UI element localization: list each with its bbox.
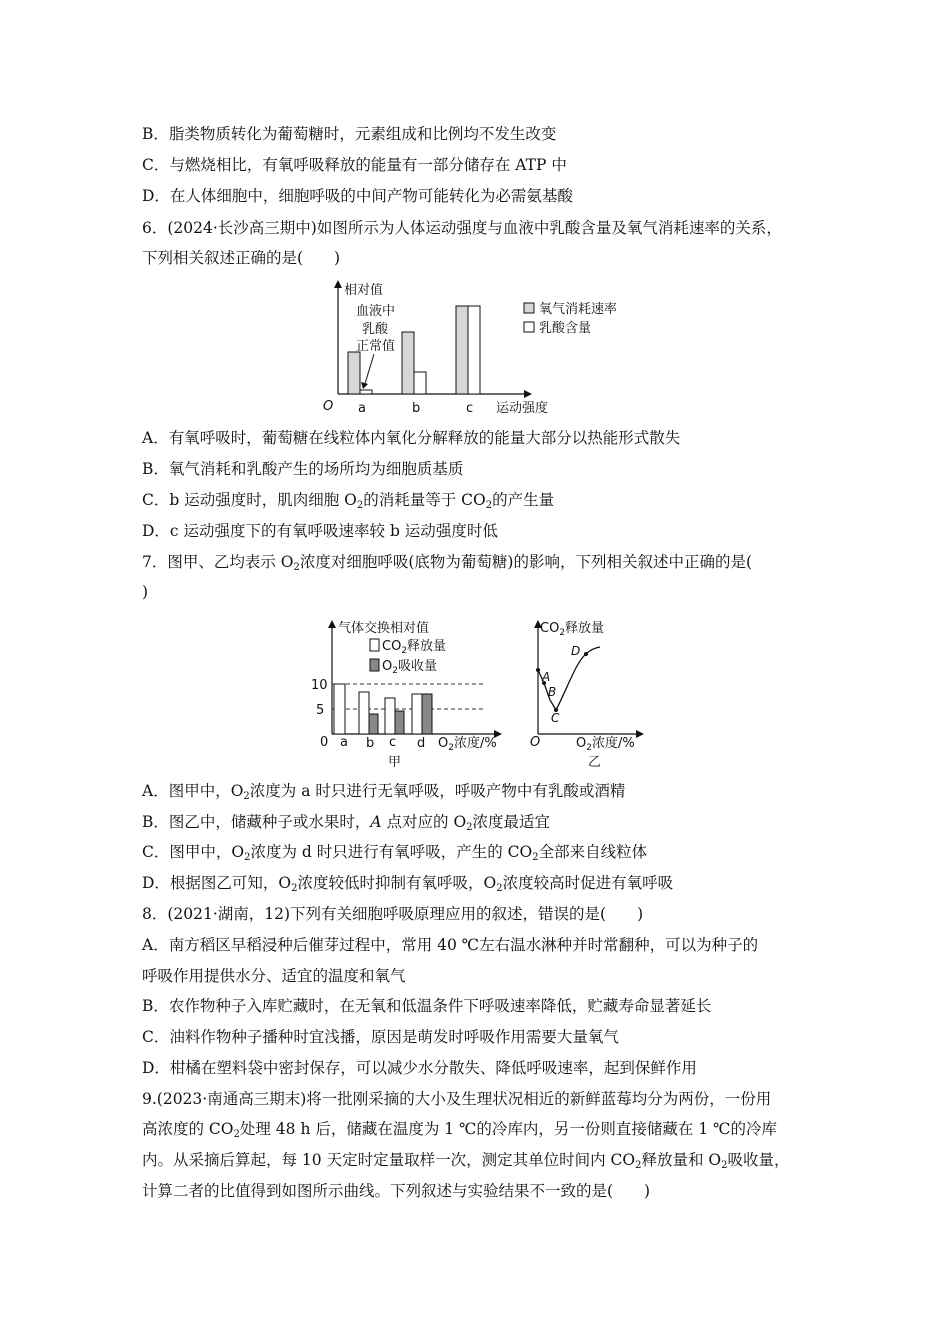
q8-option-b: B．农作物种子入库贮藏时，在无氧和低温条件下呼吸速率降低，贮藏寿命显著延长 [142,997,712,1015]
jia-legend-o2: $O_2$吸收量 [382,659,437,676]
jia-bar-b-o2 [369,714,378,734]
jia-bar-d-co2 [412,694,422,734]
jia-y-arrow [328,620,336,628]
q7-chart-jia [306,612,506,772]
jia-legend-o2-swatch [370,659,379,671]
q6-stem-line1: 6．(2024·长沙高三期中)如图所示为人体运动强度与血液中乳酸含量及氧气消耗速率的关系， [142,219,782,237]
yi-x-label: $O_2$浓度/% [576,736,635,753]
q9-stem-line2: 高浓度的 $CO_2$处理 48 h 后，储藏在温度为 1 ℃的冷库内，另一份则直接储藏在 1 ℃的冷库 [142,1120,777,1140]
yi-point-a-dot [536,668,540,672]
jia-y-label: 气体交换相对值 [338,621,430,636]
q8-stem: 8．(2021·湖南，12)下列有关细胞呼吸原理应用的叙述，错误的是( ) [142,905,644,923]
jia-tick-a: a [340,735,348,750]
q7-option-b: B．图乙中，储藏种子或水果时，A 点对应的 $O_2$浓度最适宜 [142,813,551,833]
q6-legend-lactic: 乳酸含量 [539,321,592,336]
jia-x-label: $O_2$浓度/% [438,736,497,753]
q5-option-c: C．与燃烧相比，有氧呼吸释放的能量有一部分储存在 ATP 中 [142,156,567,174]
jia-tick-c: c [389,735,397,750]
q6-tick-b: b [412,401,421,416]
q6-tick-c: c [466,401,474,416]
q9-stem-line3: 内。从采摘后算起，每 10 天定时定量取样一次，测定其单位时间内 $CO_2$释放量和 $O_2$吸收量， [142,1151,790,1171]
q6-bar-b-o2 [402,332,414,394]
q6-option-b: B．氧气消耗和乳酸产生的场所均为细胞质基质 [142,460,464,478]
q6-option-d: D．c 运动强度下的有氧呼吸速率较 b 运动强度时低 [142,522,498,540]
q6-legend-o2-swatch [524,303,534,313]
jia-y-tick-10: 10 [311,678,328,693]
yi-caption: 乙 [588,755,602,770]
q6-origin: O [323,399,334,414]
q6-annotation-1: 血液中 [356,304,396,319]
q7-stem-line2: ) [142,583,149,601]
q6-option-a: A．有氧呼吸时，葡萄糖在线粒体内氧化分解释放的能量大部分以热能形式散失 [142,429,681,447]
yi-point-a: A [542,670,551,684]
q5-option-d: D．在人体细胞中，细胞呼吸的中间产物可能转化为必需氨基酸 [142,187,573,205]
q6-stem-line2: 下列相关叙述正确的是( ) [142,249,341,267]
q6-y-arrow [334,280,342,288]
yi-point-d-dot [584,652,588,656]
q9-stem-line1: 9.(2023·南通高三期末)将一批刚采摘的大小及生理状况相近的新鲜蓝莓均分为两份，一份用 [142,1090,772,1108]
q6-y-label: 相对值 [344,283,384,298]
q8-option-a-line2: 呼吸作用提供水分、适宜的温度和氧气 [142,967,406,985]
yi-origin: O [530,735,541,750]
q6-x-label: 运动强度 [496,401,549,416]
q7-option-a: A．图甲中，$O_2$浓度为 a 时只进行无氧呼吸，呼吸产物中有乳酸或酒精 [142,782,626,802]
jia-bar-d-o2 [422,694,432,734]
q5-option-b: B．脂类物质转化为葡萄糖时，元素组成和比例均不发生改变 [142,125,557,143]
q7-stem-line1: 7．图甲、乙均表示 $O_2$浓度对细胞呼吸(底物为葡萄糖)的影响，下列相关叙述中正确的是( [142,553,753,573]
q7-option-d: D．根据图乙可知，$O_2$浓度较低时抑制有氧呼吸，$O_2$浓度较高时促进有氧呼吸 [142,874,674,894]
q8-option-d: D．柑橘在塑料袋中密封保存，可以减少水分散失、降低呼吸速率，起到保鲜作用 [142,1059,697,1077]
q6-annotation-arrow [364,354,374,387]
q6-bar-chart [318,278,648,420]
q6-bar-a-lactic [360,390,372,394]
jia-tick-b: b [366,736,375,751]
q6-annotation-3: 正常值 [356,339,396,354]
q6-bar-b-lactic [414,372,426,394]
q7-chart-yi [520,612,650,772]
yi-x-arrow [636,730,644,738]
jia-caption: 甲 [388,755,402,770]
q6-legend-lactic-swatch [524,322,534,332]
jia-y-tick-5: 5 [316,703,325,718]
jia-bar-c-co2 [385,698,395,734]
q6-annotation-arrowhead [361,382,368,389]
q9-stem-line4: 计算二者的比值得到如图所示曲线。下列叙述与实验结果不一致的是( ) [142,1182,651,1200]
q6-option-c: C．b 运动强度时，肌肉细胞 $O_2$的消耗量等于 $CO_2$的产生量 [142,491,555,511]
jia-bar-c-o2 [395,711,404,734]
q8-option-c: C．油料作物种子播种时宜浅播，原因是萌发时呼吸作用需要大量氧气 [142,1028,619,1046]
q6-tick-a: a [358,401,366,416]
jia-legend-co2-swatch [370,639,379,651]
jia-y-tick-0: 0 [320,735,329,750]
jia-tick-d: d [417,736,426,751]
q6-x-arrow [524,390,532,398]
jia-bar-a-co2 [334,684,345,734]
yi-y-label: $CO_2$释放量 [540,621,605,638]
q6-bar-c-o2 [456,306,468,394]
q7-option-c: C．图甲中，$O_2$浓度为 d 时只进行有氧呼吸，产生的 $CO_2$全部来自线粒体 [142,843,648,863]
q6-bar-a-o2 [348,352,360,394]
q8-option-a-line1: A．南方稻区早稻浸种后催芽过程中，常用 40 ℃左右温水淋种并时常翻种，可以为种子的 [142,936,759,954]
jia-legend-co2: $CO_2$释放量 [382,639,447,656]
yi-point-d: D [571,644,581,658]
q6-legend-o2: 氧气消耗速率 [539,302,618,317]
q6-bar-c-lactic [468,306,480,394]
q6-annotation-2: 乳酸 [362,322,389,337]
yi-point-c: C [551,711,560,725]
yi-point-b: B [548,685,557,699]
jia-bar-b-co2 [359,692,369,734]
